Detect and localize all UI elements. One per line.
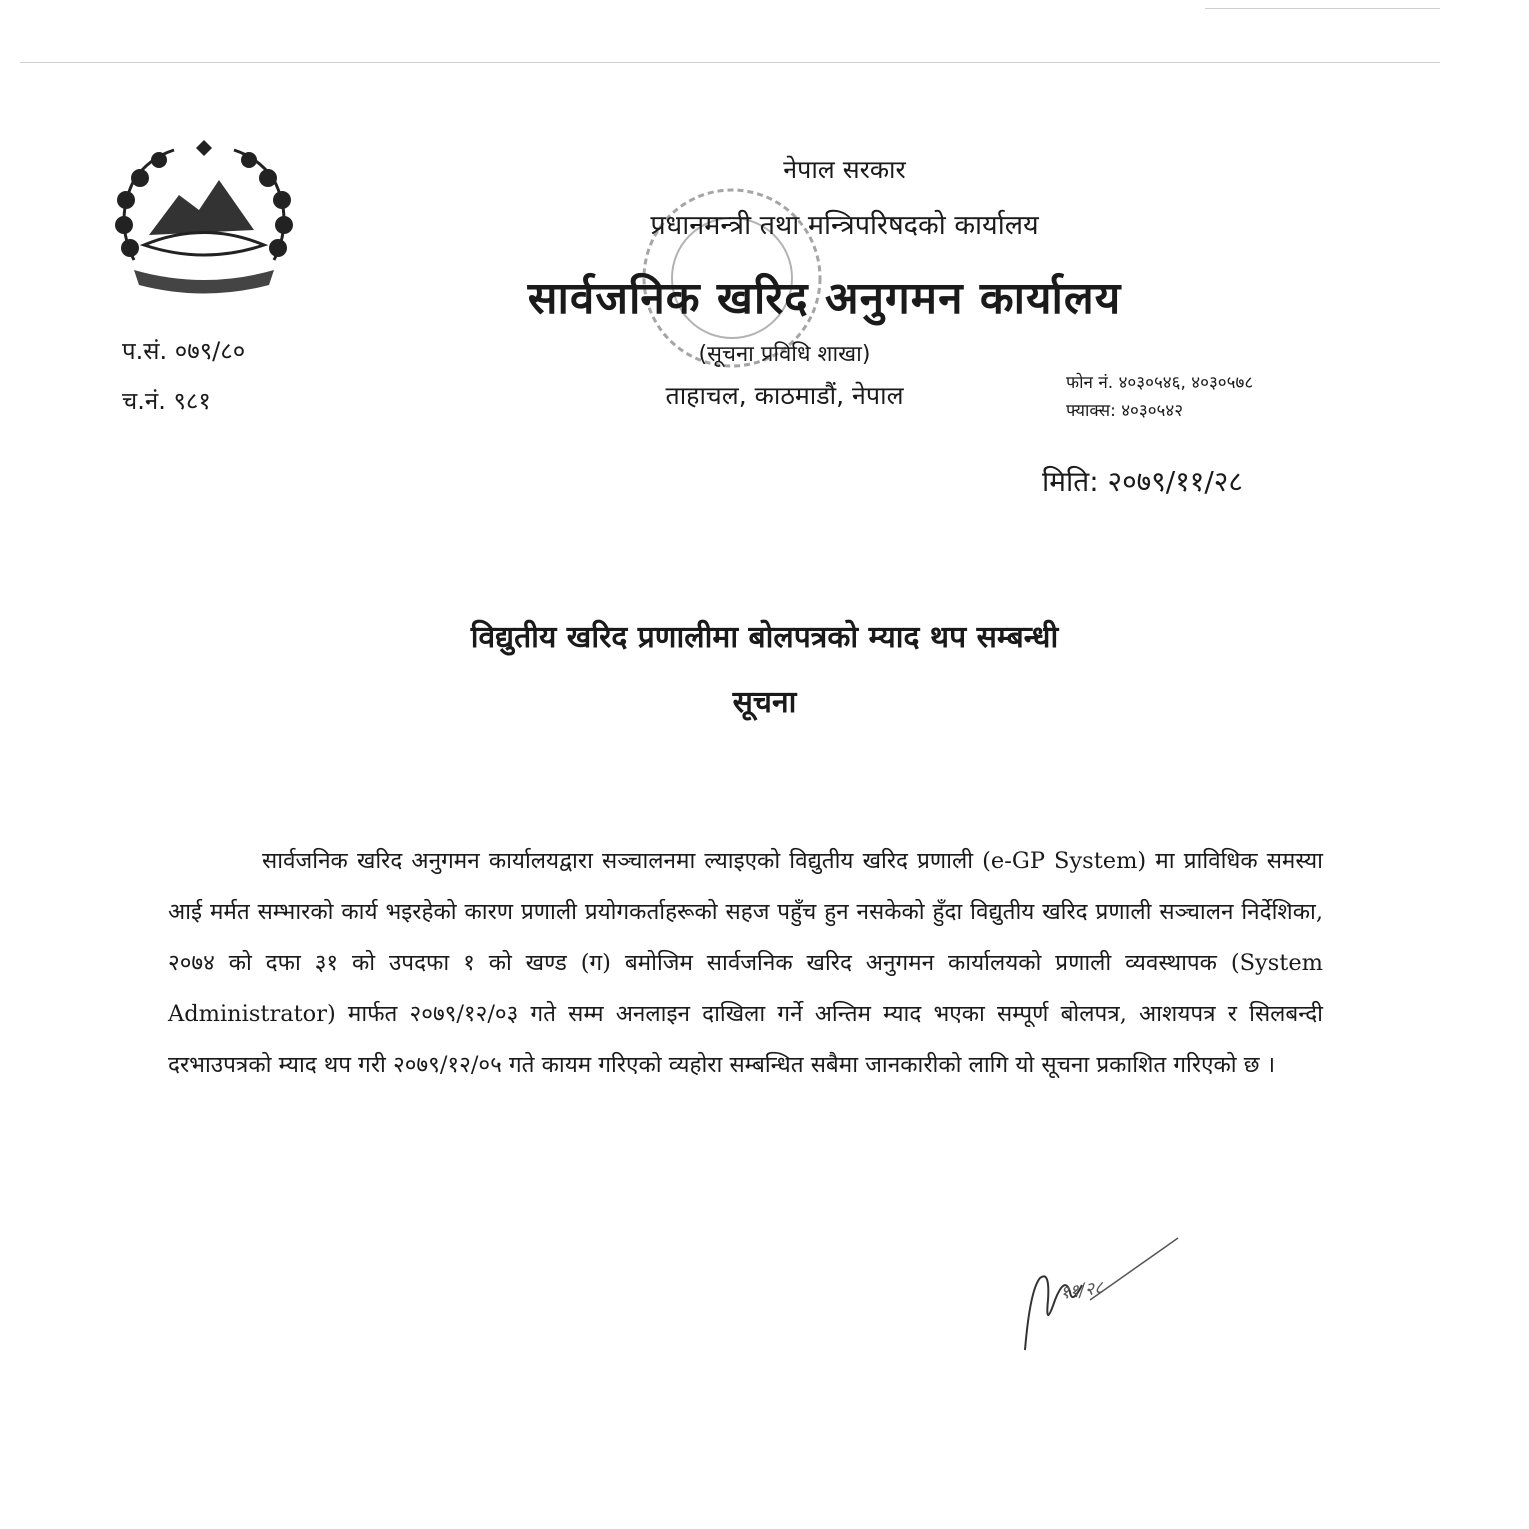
notice-body: सार्वजनिक खरिद अनुगमन कार्यालयद्वारा सञ्चालनमा ल्याइएको विद्युतीय खरिद प्रणाली (e-GP System) मा प्राविधिक समस्या आई मर्मत सम्भारको कार्य भइरहेको कारण प्रणाली प्रयोगकर्ताहरूको सहज पहुँच हुन नसकेको हुँदा विद्युतीय खरिद प्रणाली सञ्चालन निर्देशिका, २०७४ को दफा ३१ को उपदफा १ को खण्ड (ग) बमोजिम सार्वजनिक खरिद अनुगमन कार्यालयको प्रणाली व्यवस्थापक (System Administrator) मार्फत २०७९/१२/०३ गते सम्म अनलाइन दाखिला गर्ने अन्तिम म्याद भएका सम्पूर्ण बोलपत्र, आशयपत्र र सिलबन्दी दरभाउपत्रको म्याद थप गरी २०७९/१२/०५ गते कायम गरिएको व्यहोरा सम्बन्धित सबैमा जानकारीको लागि यो सूचना प्रकाशित गरिएको छ । — [168, 848, 1323, 1078]
government-name: नेपाल सरकार — [783, 155, 906, 184]
signature-date-note: ११/२८ — [1058, 1277, 1105, 1304]
office-name: सार्वजनिक खरिद अनुगमन कार्यालय — [527, 273, 1122, 324]
office-address: ताहाचल, काठमाडौं, नेपाल — [665, 381, 904, 410]
fax-number: फ्याक्स: ४०३०५४२ — [1066, 401, 1184, 421]
dispatch-number: च.नं. ९८१ — [122, 387, 211, 415]
phone-number: फोन नं. ४०३०५४६, ४०३०५७८ — [1066, 373, 1254, 393]
document-date: मिति: २०७९/११/२८ — [1042, 465, 1243, 498]
ministry-name: प्रधानमन्त्री तथा मन्त्रिपरिषदको कार्यालय — [650, 210, 1039, 241]
scan-edge-line — [1205, 8, 1440, 9]
subject-line: विद्युतीय खरिद प्रणालीमा बोलपत्रको म्याद थप सम्बन्धी — [470, 620, 1059, 655]
letter-number: प.सं. ०७९/८० — [122, 337, 246, 365]
scan-edge-line — [20, 62, 1440, 63]
section-name: (सूचना प्रविधि शाखा) — [698, 342, 871, 367]
notice-title: सूचना — [732, 685, 797, 720]
